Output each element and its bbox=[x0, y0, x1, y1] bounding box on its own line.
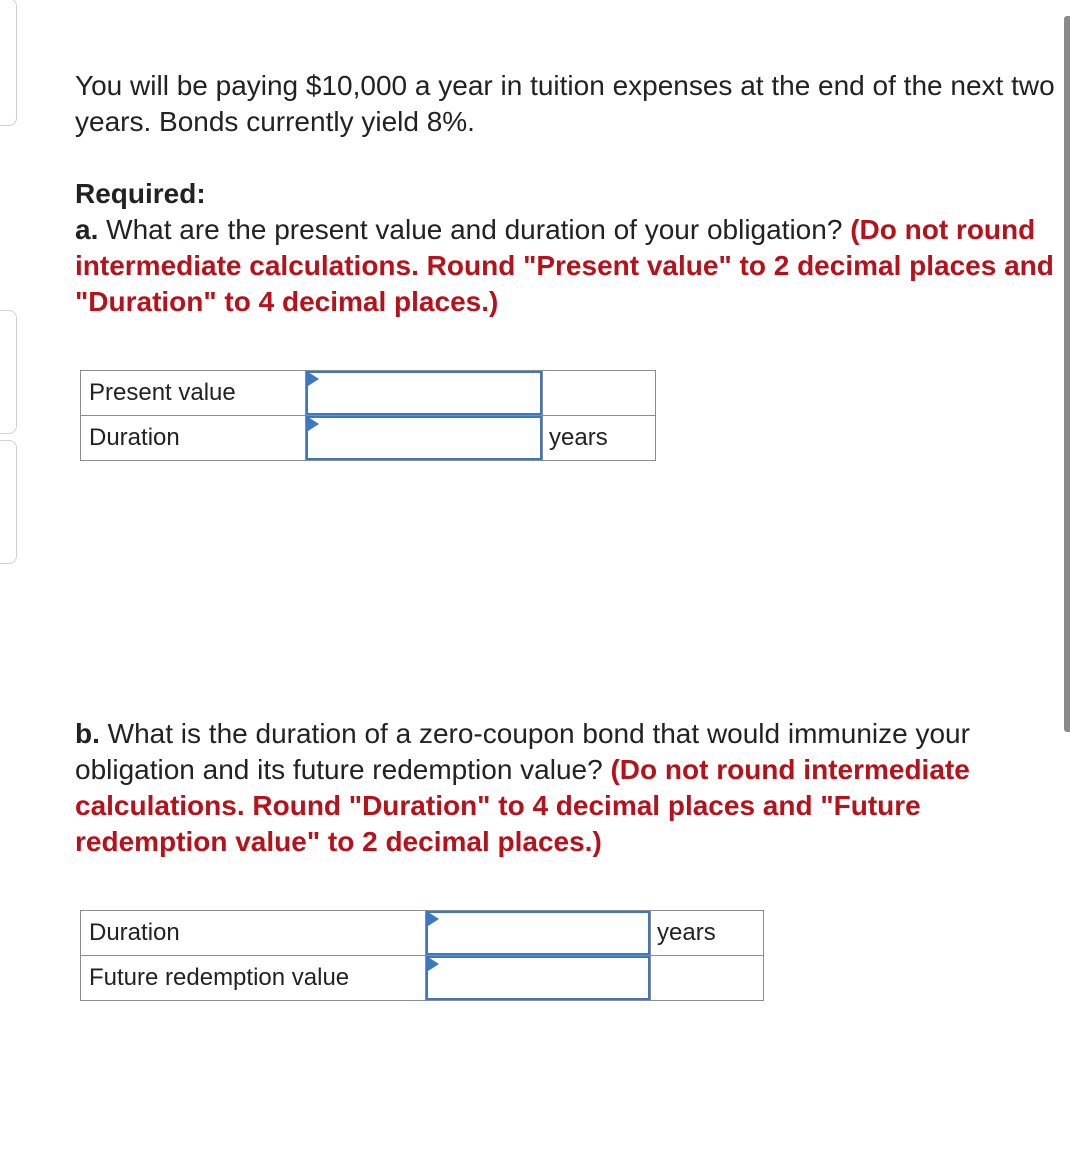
duration-b-cell bbox=[426, 911, 651, 956]
part-b-question: What is the duration of a zero-coupon bond that would immunize your obligation and its future redemption value? bbox=[75, 718, 970, 785]
table-row bbox=[81, 956, 764, 1001]
duration-b-input[interactable] bbox=[426, 911, 650, 955]
part-a-block bbox=[75, 176, 1065, 320]
present-value-label: Present value bbox=[81, 371, 306, 416]
table-row bbox=[81, 416, 656, 461]
future-redemption-value-unit bbox=[651, 956, 764, 1001]
input-flag-icon bbox=[428, 912, 439, 926]
part-a-question: What are the present value and duration of your obligation? bbox=[106, 214, 843, 245]
scrollbar-thumb[interactable] bbox=[1064, 16, 1070, 732]
present-value-cell bbox=[306, 371, 543, 416]
duration-a-input[interactable] bbox=[306, 416, 542, 460]
part-b-answer-table bbox=[80, 910, 764, 1001]
input-flag-icon bbox=[308, 372, 319, 386]
problem-intro bbox=[75, 68, 1060, 140]
part-b-instruction: (Do not round intermediate calculations. Round "Duration" to 4 decimal places and "Future redemption value" to 2 decimal places.) bbox=[75, 754, 970, 857]
side-panel-tab-2[interactable] bbox=[0, 310, 17, 434]
part-a-answer-table bbox=[80, 370, 656, 461]
input-flag-icon bbox=[308, 417, 319, 431]
duration-a-label: Duration bbox=[81, 416, 306, 461]
input-flag-icon bbox=[428, 957, 439, 971]
present-value-input[interactable] bbox=[306, 371, 542, 415]
side-panel-tab-3[interactable] bbox=[0, 440, 17, 564]
future-redemption-value-label: Future redemption value bbox=[81, 956, 426, 1001]
duration-a-unit: years bbox=[543, 416, 656, 461]
table-row bbox=[81, 911, 764, 956]
future-redemption-value-cell bbox=[426, 956, 651, 1001]
duration-b-unit: years bbox=[651, 911, 764, 956]
part-b-block bbox=[75, 716, 1065, 860]
required-heading: Required: bbox=[75, 178, 206, 209]
duration-a-cell bbox=[306, 416, 543, 461]
side-panel-tab-1[interactable] bbox=[0, 0, 17, 126]
problem-intro-text: You will be paying $10,000 a year in tuition expenses at the end of the next two years. Bonds currently yield 8%. bbox=[75, 70, 1055, 137]
present-value-unit bbox=[543, 371, 656, 416]
table-row bbox=[81, 371, 656, 416]
duration-b-label: Duration bbox=[81, 911, 426, 956]
part-b-letter: b. bbox=[75, 718, 100, 749]
future-redemption-value-input[interactable] bbox=[426, 956, 650, 1000]
part-a-instruction: (Do not round intermediate calculations. Round "Present value" to 2 decimal places and "Duration" to 4 decimal places.) bbox=[75, 214, 1054, 317]
part-a-letter: a. bbox=[75, 214, 99, 245]
